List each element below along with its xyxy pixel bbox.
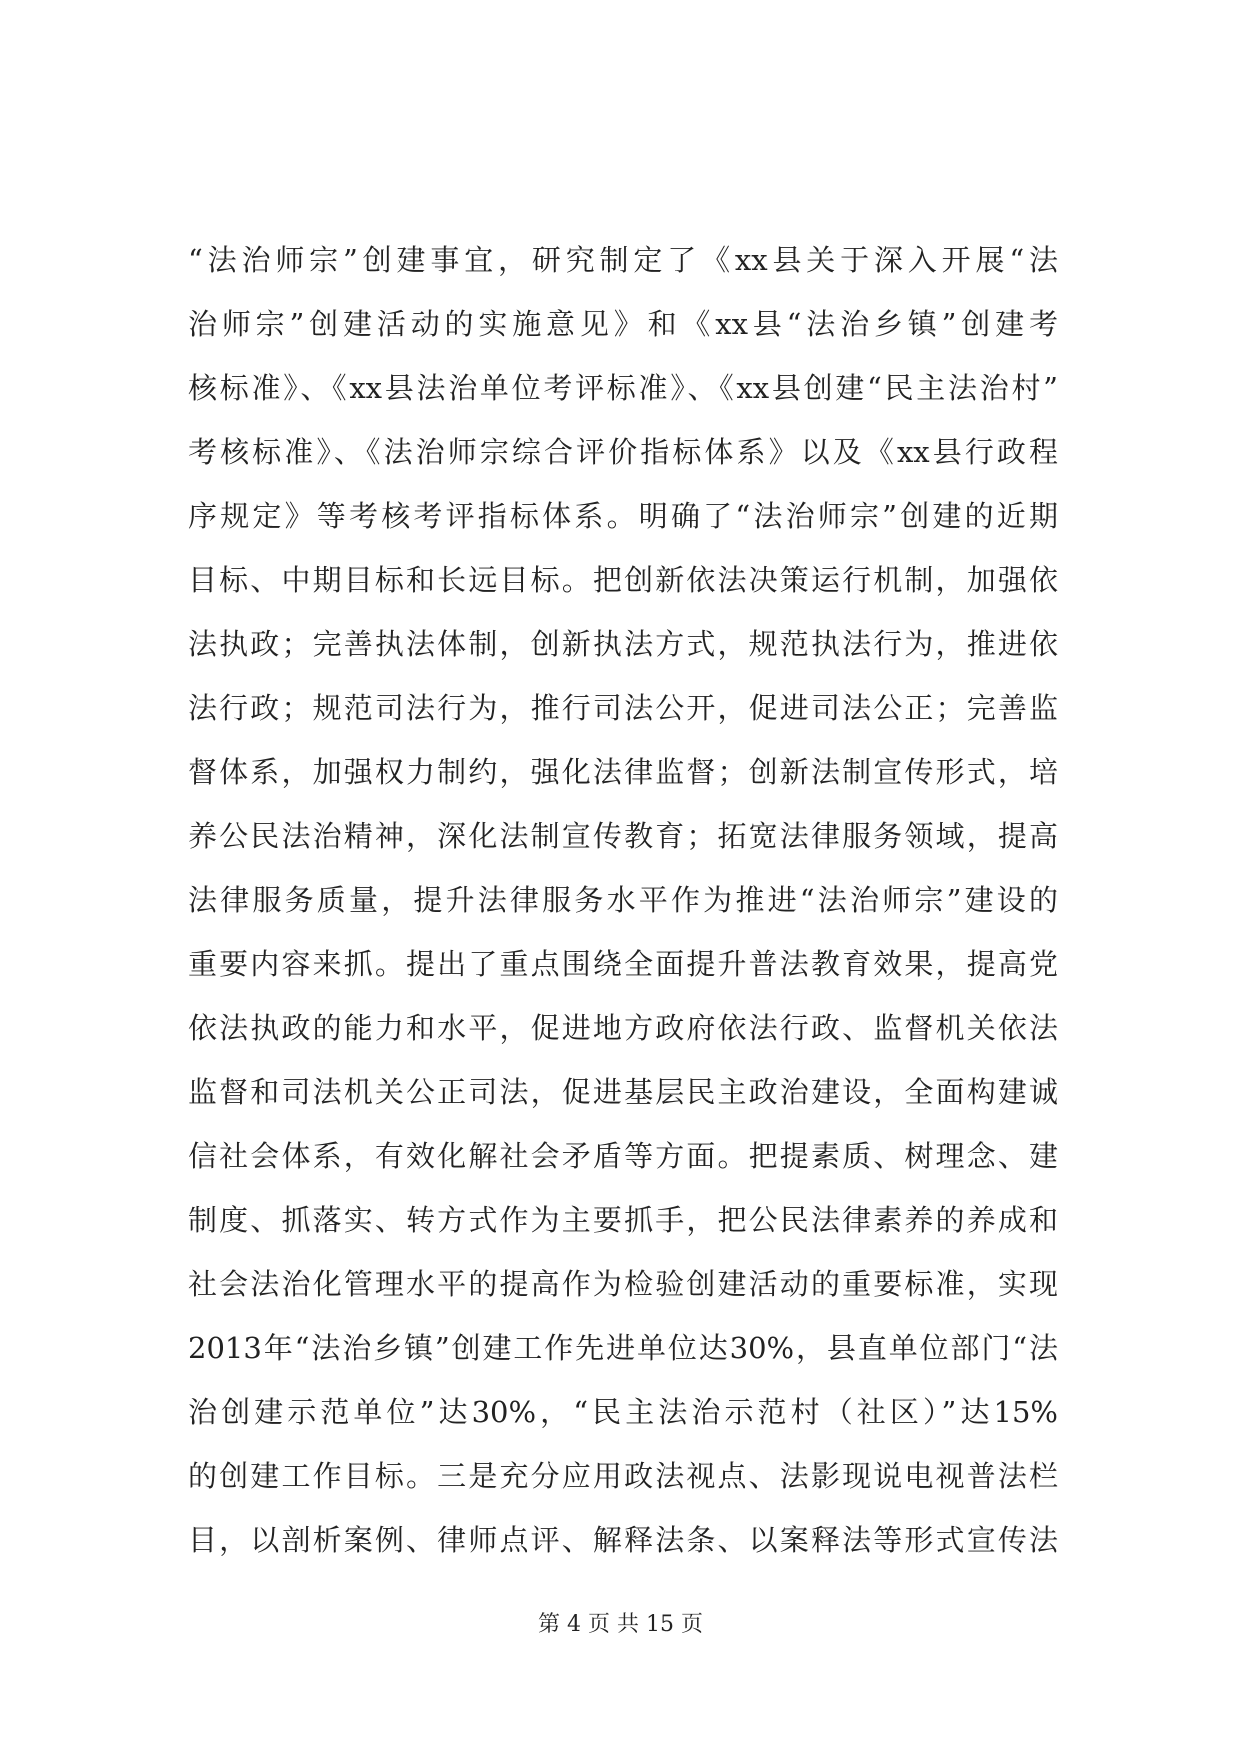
- page-footer: 第 4 页 共 15 页: [538, 1612, 703, 1637]
- text-line: 2013年“法治乡镇”创建工作先进单位达30%，县直单位部门“法: [188, 1331, 1058, 1365]
- text-line: 法行政；规范司法行为，推行司法公开，促进司法公正；完善监: [188, 691, 1058, 725]
- text-line: 法律服务质量，提升法律服务水平作为推进“法治师宗”建设的: [188, 883, 1058, 917]
- text-line: 目，以剖析案例、律师点评、解释法条、以案释法等形式宣传法: [188, 1523, 1058, 1557]
- text-line: “法治师宗”创建事宜，研究制定了《xx县关于深入开展“法: [188, 243, 1058, 277]
- text-line: 督体系，加强权力制约，强化法律监督；创新法制宣传形式，培: [188, 755, 1058, 789]
- text-line: 核标准》、《xx县法治单位考评标准》、《xx县创建“民主法治村”: [188, 371, 1058, 405]
- text-line: 序规定》等考核考评指标体系。明确了“法治师宗”创建的近期: [188, 499, 1058, 533]
- text-line: 考核标准》、《法治师宗综合评价指标体系》以及《xx县行政程: [188, 435, 1058, 469]
- text-line: 监督和司法机关公正司法，促进基层民主政治建设，全面构建诚: [188, 1075, 1058, 1109]
- text-line: 治师宗”创建活动的实施意见》和《xx县“法治乡镇”创建考: [188, 307, 1058, 341]
- text-line: 依法执政的能力和水平，促进地方政府依法行政、监督机关依法: [188, 1011, 1058, 1045]
- text-line: 制度、抓落实、转方式作为主要抓手，把公民法律素养的养成和: [188, 1203, 1058, 1237]
- text-line: 的创建工作目标。三是充分应用政法视点、法影现说电视普法栏: [188, 1459, 1058, 1493]
- text-line: 信社会体系，有效化解社会矛盾等方面。把提素质、树理念、建: [188, 1139, 1058, 1173]
- text-line: 重要内容来抓。提出了重点围绕全面提升普法教育效果，提高党: [188, 947, 1058, 981]
- text-line: 养公民法治精神，深化法制宣传教育；拓宽法律服务领域，提高: [188, 819, 1058, 853]
- text-line: 社会法治化管理水平的提高作为检验创建活动的重要标准，实现: [188, 1267, 1058, 1301]
- body-text: [188, 228, 1058, 1572]
- text-line: 目标、中期目标和长远目标。把创新依法决策运行机制，加强依: [188, 563, 1058, 597]
- text-line: 法执政；完善执法体制，创新执法方式，规范执法行为，推进依: [188, 627, 1058, 661]
- text-line: 治创建示范单位”达30%，“民主法治示范村（社区）”达15%: [188, 1395, 1058, 1429]
